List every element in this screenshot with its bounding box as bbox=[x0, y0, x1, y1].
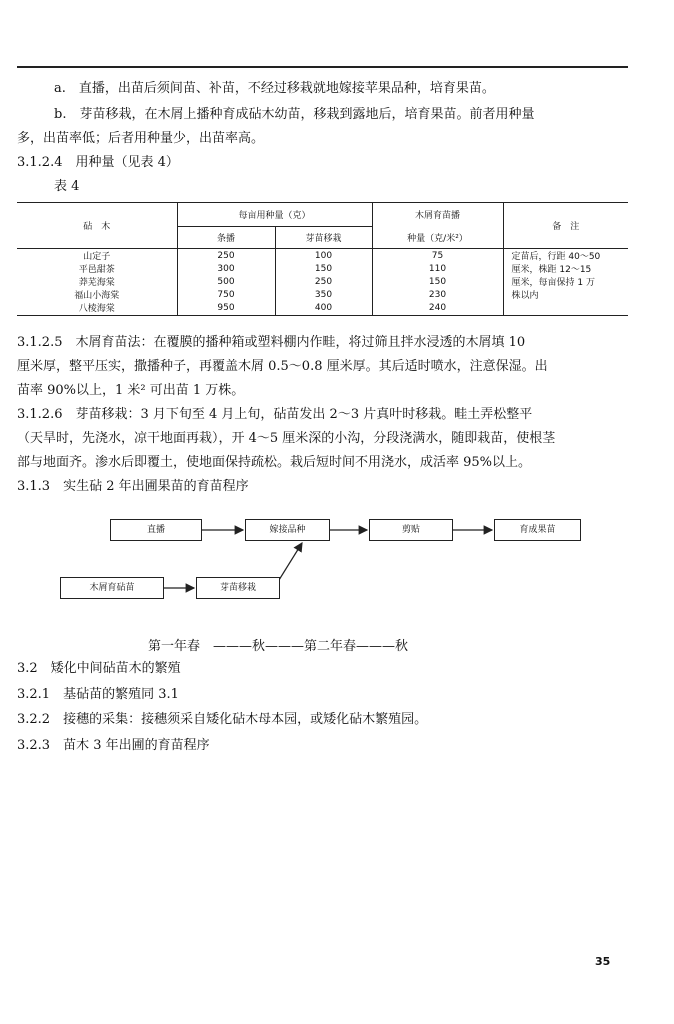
sawdust-value: 110 bbox=[372, 262, 503, 275]
flow-box-direct: 直播 bbox=[110, 519, 202, 541]
flow-box-sawdust: 木屑育砧苗 bbox=[60, 577, 164, 599]
flow-box-transplant: 芽苗移栽 bbox=[196, 577, 280, 599]
header-sawdust-2: 种量（克/米²） bbox=[372, 227, 503, 249]
remark-line: 厘米，株距 12～15 bbox=[511, 265, 592, 275]
flow-box-graft: 嫁接品种 bbox=[245, 519, 330, 541]
strip-value: 300 bbox=[177, 262, 275, 275]
seedling-value: 100 bbox=[275, 249, 372, 263]
strip-value: 250 bbox=[177, 249, 275, 263]
remark-line: 株以内 bbox=[511, 291, 539, 301]
header-seedling: 芽苗移栽 bbox=[275, 227, 372, 249]
heading-3-1-2-4: 3.1.2.4 用种量（见表 4） bbox=[17, 155, 179, 170]
flow-box-result: 育成果苗 bbox=[494, 519, 581, 541]
rootstock-name: 平邑甜茶 bbox=[78, 265, 115, 275]
paragraph-3-1-2-6-line3: 部与地面齐。渗水后即覆土，使地面保持疏松。栽后短时间不用浇水，成活率 95%以上。 bbox=[17, 455, 532, 470]
heading-3-2: 3.2 矮化中间砧苗木的繁殖 bbox=[17, 661, 181, 676]
seedling-value: 400 bbox=[275, 301, 372, 315]
strip-value: 500 bbox=[177, 275, 275, 288]
paragraph-3-1-2-5-line1: 3.1.2.5 木屑育苗法：在覆膜的播种箱或塑料棚内作畦，将过筛且拌水浸透的木屑填 10 bbox=[17, 335, 526, 350]
seedling-value: 150 bbox=[275, 262, 372, 275]
sawdust-value: 240 bbox=[372, 301, 503, 315]
header-remark: 备 注 bbox=[503, 203, 628, 249]
header-per-mu: 每亩用种量（克） bbox=[177, 203, 372, 227]
heading-3-2-2: 3.2.2 接穗的采集：接穗须采自矮化砧木母本园，或矮化砧木繁殖园。 bbox=[17, 712, 428, 727]
sawdust-value: 75 bbox=[372, 249, 503, 263]
paragraph-b-line2: 多，出苗率低；后者用种量少，出苗率高。 bbox=[17, 131, 265, 146]
paragraph-3-1-2-6-line1: 3.1.2.6 芽苗移栽：3 月下旬至 4 月上旬，砧苗发出 2～3 片真叶时移栽。畦土弄松整平 bbox=[17, 407, 533, 422]
strip-value: 950 bbox=[177, 301, 275, 315]
strip-value: 750 bbox=[177, 288, 275, 301]
header-rootstock: 砧 木 bbox=[17, 203, 177, 249]
arrow-transplant-to-graft bbox=[279, 543, 302, 580]
remark-line: 厘米，每亩保持 1 万 bbox=[511, 278, 595, 288]
sawdust-value: 150 bbox=[372, 275, 503, 288]
flow-box-bud: 剪贴 bbox=[369, 519, 453, 541]
page-number: 35 bbox=[595, 955, 611, 968]
heading-3-2-1: 3.2.1 基砧苗的繁殖同 3.1 bbox=[17, 687, 179, 702]
sawdust-value: 230 bbox=[372, 288, 503, 301]
seedling-value: 350 bbox=[275, 288, 372, 301]
paragraph-3-1-2-5-line2: 厘米厚，整平压实，撒播种子，再覆盖木屑 0.5～0.8 厘米厚。其后适时喷水，注意保湿。出 bbox=[17, 359, 548, 374]
seedling-value: 250 bbox=[275, 275, 372, 288]
table-label: 表 4 bbox=[54, 179, 80, 194]
rootstock-name: 莽芜海棠 bbox=[78, 278, 115, 288]
rootstock-name: 八棱海棠 bbox=[17, 301, 177, 315]
header-sawdust-1: 木屑育苗播 bbox=[372, 203, 503, 227]
paragraph-3-1-2-6-line2: （天旱时，先浇水，凉干地面再栽），开 4～5 厘米深的小沟，分段浇满水，随即栽苗，使根茎 bbox=[17, 431, 556, 446]
heading-3-2-3: 3.2.3 苗木 3 年出圃的育苗程序 bbox=[17, 738, 210, 753]
timeline: 第一年春 ———秋———第二年春———秋 bbox=[148, 639, 409, 654]
paragraph-3-1-2-5-line3: 苗率 90%以上，1 米² 可出苗 1 万株。 bbox=[17, 383, 245, 398]
rootstock-name: 山定子 bbox=[83, 252, 111, 262]
paragraph-b-line1: b. 芽苗移栽，在木屑上播种育成砧木幼苗，移栽到露地后，培育果苗。前者用种量 bbox=[54, 107, 535, 122]
remark-line: 定苗后，行距 40～50 bbox=[511, 252, 601, 262]
heading-3-1-3: 3.1.3 实生砧 2 年出圃果苗的育苗程序 bbox=[17, 479, 249, 494]
rootstock-name: 福山小海棠 bbox=[74, 291, 120, 301]
header-strip: 条播 bbox=[177, 227, 275, 249]
paragraph-a: a. 直播，出苗后须间苗、补苗，不经过移栽就地嫁接苹果品种，培育果苗。 bbox=[54, 81, 495, 96]
